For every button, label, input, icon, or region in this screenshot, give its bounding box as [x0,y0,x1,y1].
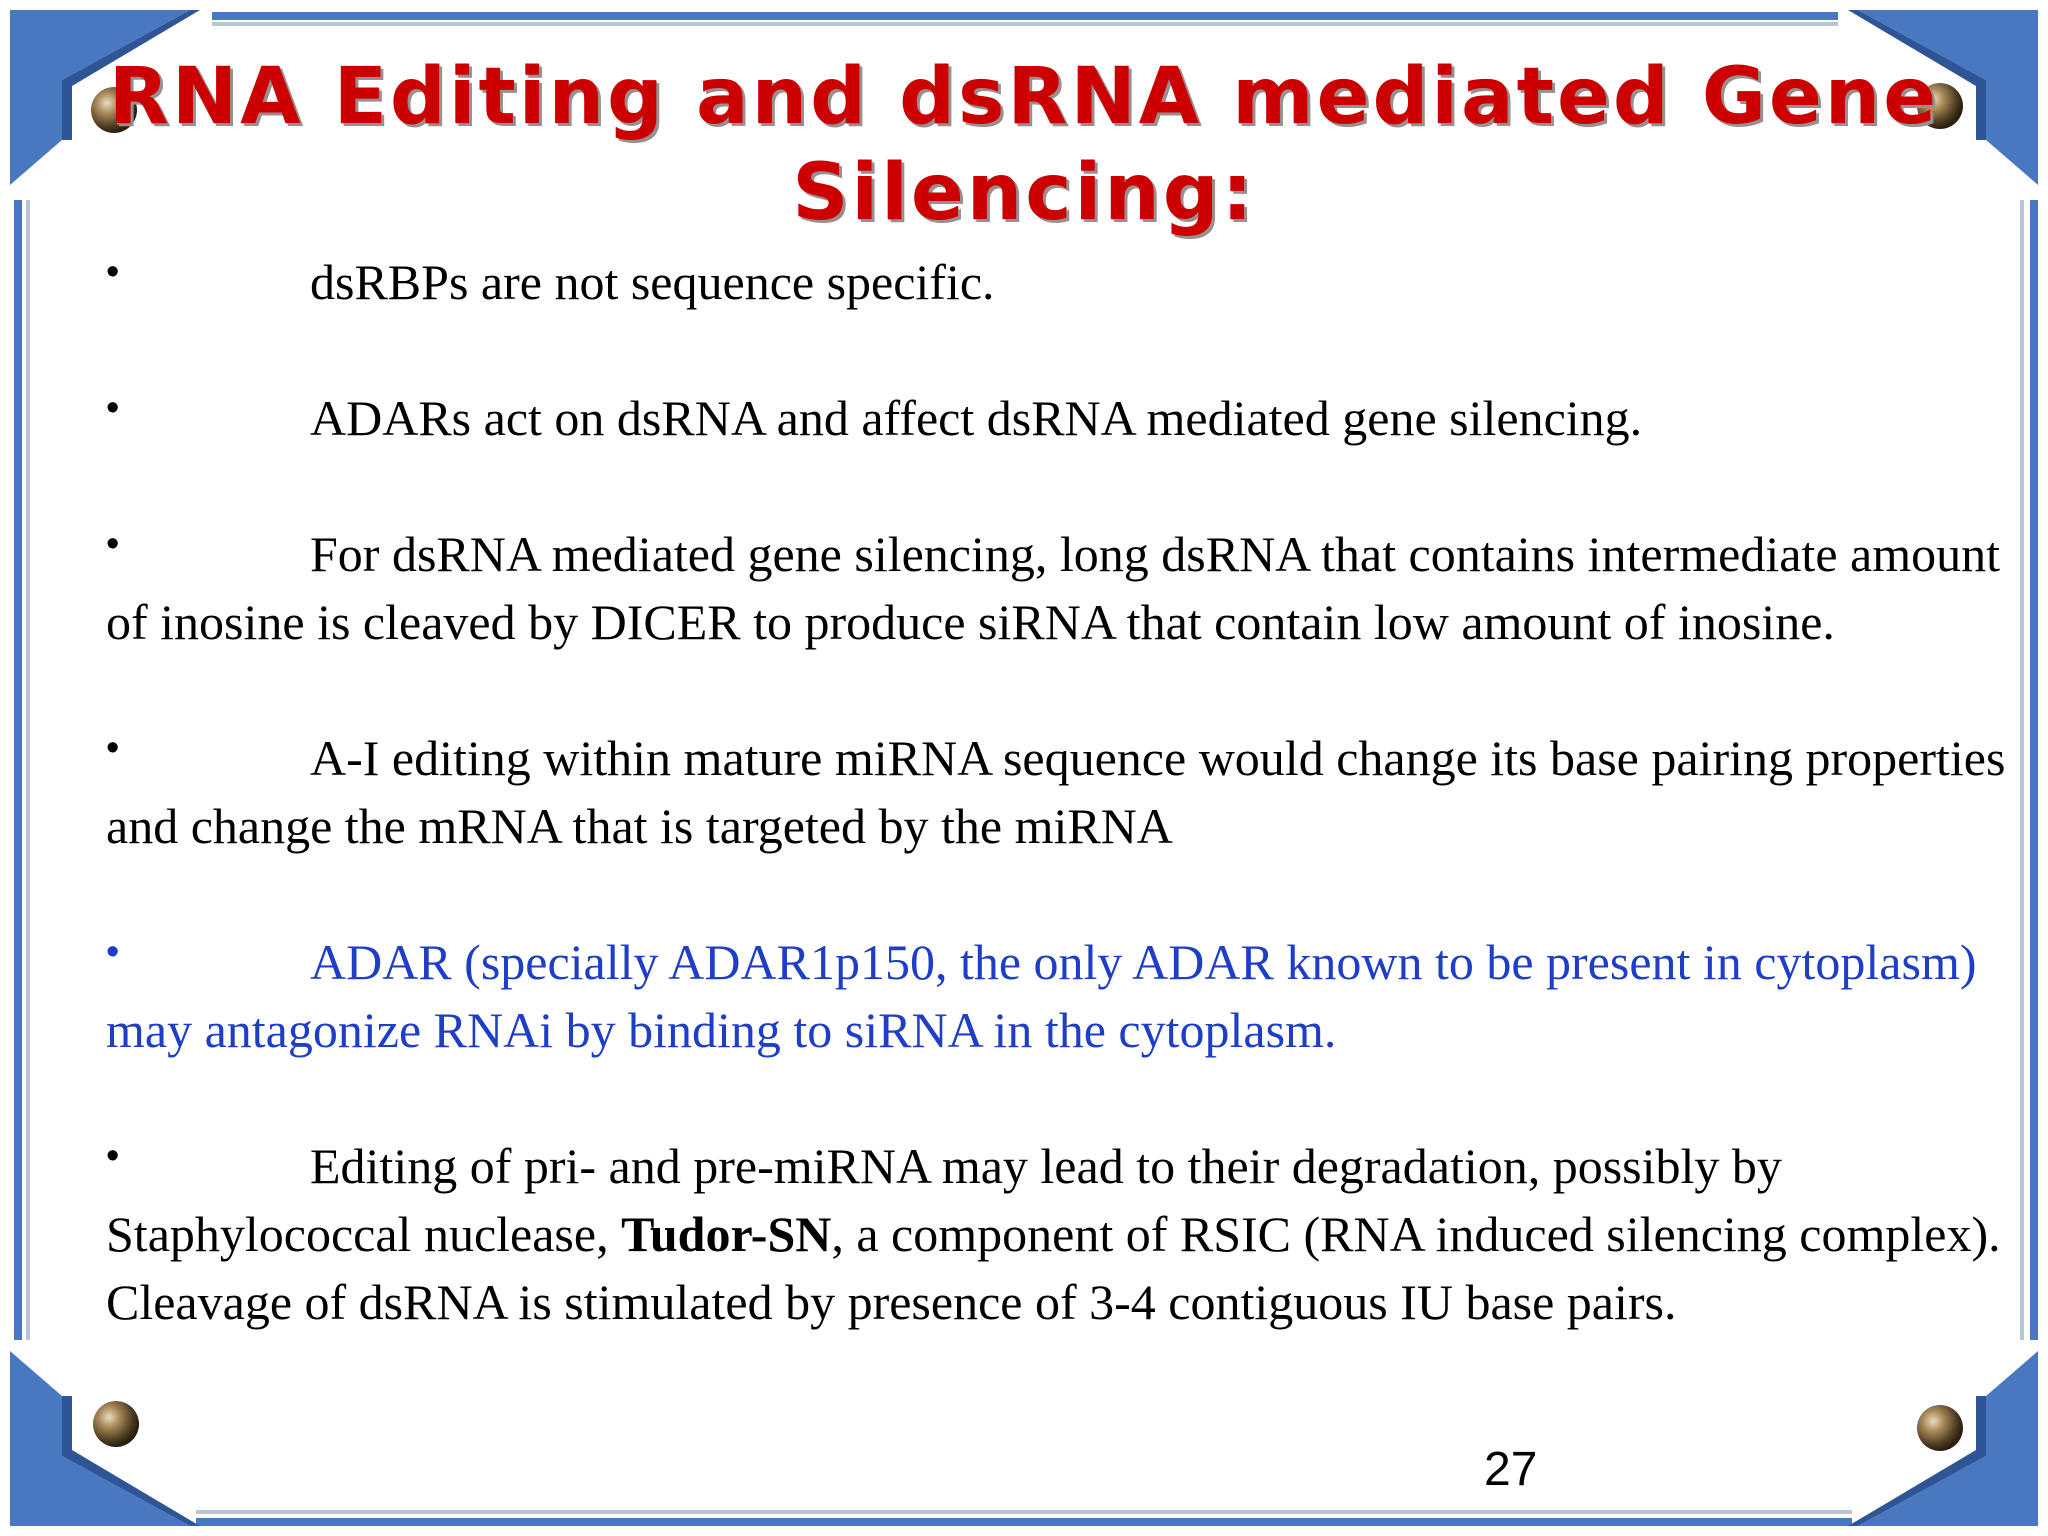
bullet-item-2 [106,384,2006,452]
frame-ball-bottom-right [1917,1405,1963,1451]
bullet-dot: • [106,1135,120,1177]
bullet-text: A-I editing within mature miRNA sequence would change its base pairing properties and change the mRNA that is targeted by the miRNA [106,730,2006,854]
bullet-text-after: , a component of RSIC (RNA induced silencing complex). Cleavage of dsRNA is stimulated by presence of 3-4 contiguous IU base pairs. [106,1206,2001,1330]
bullet-dot: • [106,387,120,429]
bullet-text: ADAR (specially ADAR1p150, the only ADAR known to be present in cytoplasm) may antagonize RNAi by binding to siRNA in the cytoplasm. [106,934,1977,1058]
bullet-item-5 [106,928,2006,1064]
bullet-dot: • [106,523,120,565]
bullet-dot: • [106,251,120,293]
bullet-item-4 [106,724,2006,860]
bullet-item-6 [106,1132,2006,1336]
frame-top-bar [212,12,1838,26]
bullet-text-bold: Tudor-SN [621,1206,832,1262]
frame-ball-bottom-left [93,1401,139,1447]
bullet-text: dsRBPs are not sequence specific. [310,254,995,310]
bullet-list [106,248,2006,1404]
slide-title-line-1: RNA Editing and dsRNA mediated Gene [108,52,1940,142]
frame-bottom-bar [196,1510,1852,1526]
bullet-item-1 [106,248,2006,316]
bullet-dot: • [106,931,120,973]
bullet-text-before: Editing of pri- and pre-miRNA may lead to their degradation, possibly by Staphylococcal nuclease, [106,1138,1782,1262]
bullet-text: For dsRNA mediated gene silencing, long dsRNA that contains intermediate amount of inosine is cleaved by DICER to produce siRNA that contain low amount of inosine. [106,526,2000,650]
slide-title-line-2: Silencing: [792,148,1256,238]
frame-left-bar [14,200,30,1340]
frame-right-bar [2020,200,2038,1340]
bullet-dot: • [106,727,120,769]
slide-page-number: 27 [1484,1443,1538,1496]
bullet-item-3 [106,520,2006,656]
bullet-text: ADARs act on dsRNA and affect dsRNA mediated gene silencing. [310,390,1643,446]
